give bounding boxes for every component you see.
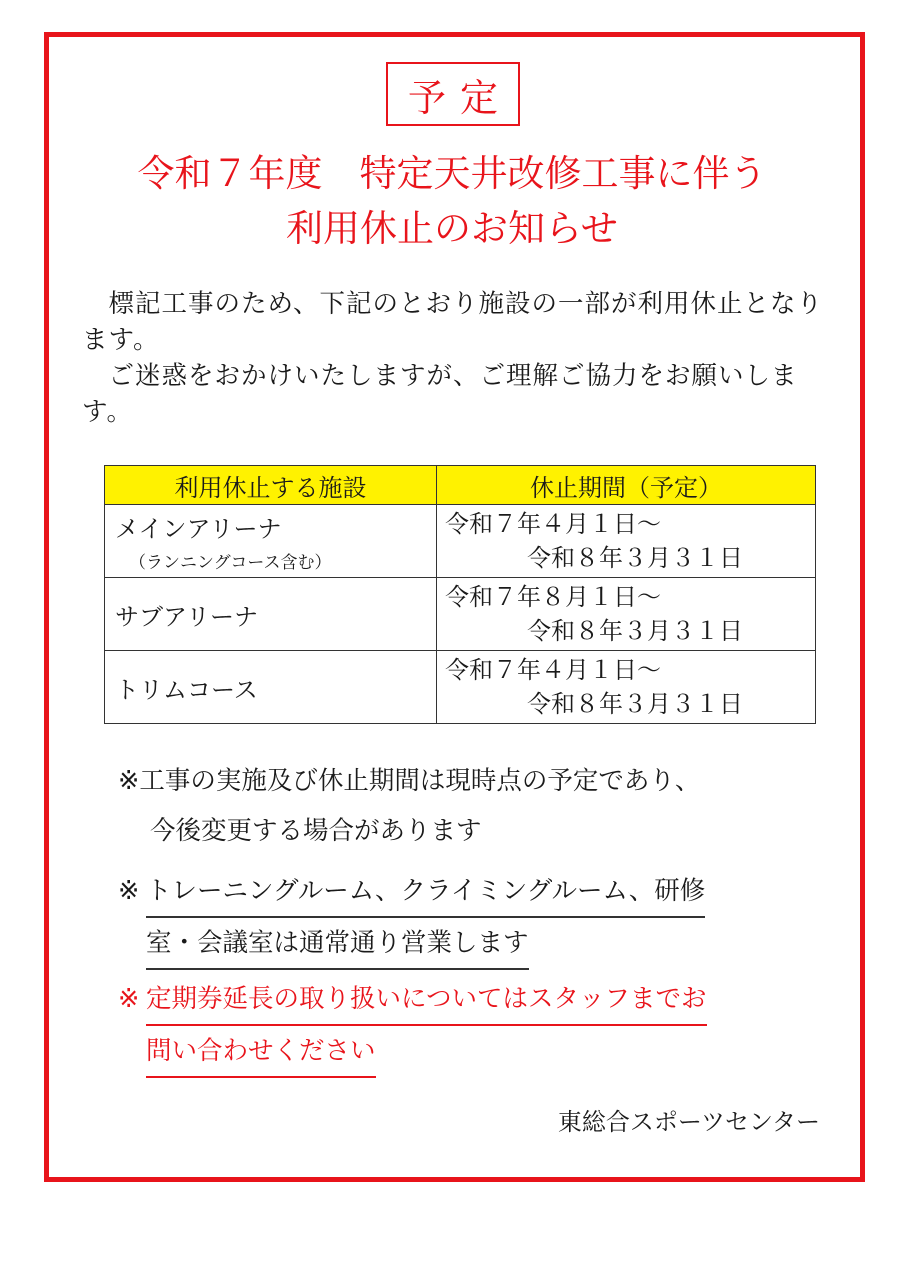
note-3-line-2: 問い合わせください <box>146 1026 376 1078</box>
period-cell <box>437 578 816 651</box>
period-start: 令和７年４月１日～ <box>445 656 661 684</box>
organization-name: 東総合スポーツセンター <box>557 1108 820 1136</box>
note-2-mark: ※ <box>118 876 140 906</box>
table-row <box>105 651 816 724</box>
note-2-line-1: トレーニングルーム、クライミングルーム、研修 <box>146 866 705 918</box>
facility-cell <box>105 505 437 578</box>
title-line-2: 利用休止のお知らせ <box>286 207 618 250</box>
intro-paragraph-2: ご迷惑をおかけいたしますが、ご理解ご協力をお願いします。 <box>82 361 798 427</box>
period-cell <box>437 651 816 724</box>
facility-cell <box>105 578 437 651</box>
note-rooms-open <box>118 866 828 970</box>
facility-name: トリムコース <box>115 675 258 704</box>
tentative-stamp: 予定 <box>386 62 520 126</box>
facility-note: （ランニングコース含む） <box>129 553 332 573</box>
intro-text <box>82 286 832 430</box>
period-end: 令和８年３月３１日 <box>527 617 743 645</box>
header-period: 休止期間（予定） <box>437 466 816 505</box>
note-3-mark: ※ <box>118 984 140 1014</box>
closure-schedule-table <box>104 465 816 724</box>
note-2-line-2: 室・会議室は通常通り営業します <box>146 918 529 970</box>
note-1-line-1: ※工事の実施及び休止期間は現時点の予定であり、 <box>118 766 701 796</box>
table-row <box>105 578 816 651</box>
note-pass-extension <box>118 974 828 1078</box>
table-row <box>105 505 816 578</box>
table-header-row <box>105 466 816 505</box>
intro-paragraph-1: 標記工事のため、下記のとおり施設の一部が利用休止となります。 <box>82 289 823 355</box>
period-start: 令和７年８月１日～ <box>445 583 661 611</box>
period-start: 令和７年４月１日～ <box>445 510 661 538</box>
note-1-line-2: 今後変更する場合があります <box>150 816 482 846</box>
facility-name: メインアリーナ <box>115 515 282 543</box>
facility-cell <box>105 651 437 724</box>
header-facility: 利用休止する施設 <box>105 466 437 505</box>
period-end: 令和８年３月３１日 <box>527 690 743 718</box>
title-line-1: 令和７年度 特定天井改修工事に伴う <box>137 152 767 195</box>
note-schedule-change <box>118 756 828 856</box>
period-cell <box>437 505 816 578</box>
facility-name: サブアリーナ <box>115 602 259 631</box>
note-3-line-1: 定期券延長の取り扱いについてはスタッフまでお <box>146 974 707 1026</box>
period-end: 令和８年３月３１日 <box>527 544 743 572</box>
